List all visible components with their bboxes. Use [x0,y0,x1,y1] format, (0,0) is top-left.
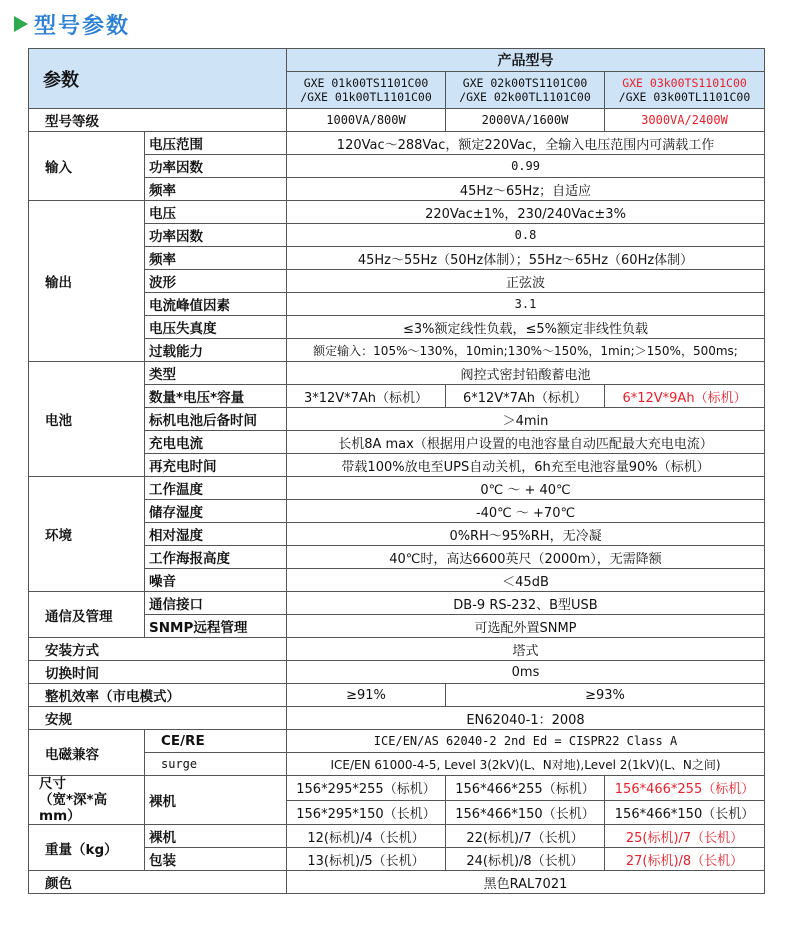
cell-value: ≥91% [287,684,446,707]
cell-value: 0.99 [287,155,765,178]
sub-label: 裸机 [145,825,287,848]
sub-label: 工作海报高度 [145,546,287,569]
safety-row [29,707,765,730]
output-label: 输出 [29,201,145,362]
sub-label: 通信接口 [145,592,287,615]
sub-label: 数量*电压*容量 [145,385,287,408]
cell-value: 156*466*255（标机） [446,776,605,801]
cell-value: 40℃时，高达6600英尺（2000m），无需降额 [287,546,765,569]
cell-value: 156*466*255（标机） [605,776,765,801]
cell-value: ＞4min [287,408,765,431]
cell-value: 额定输入：105%～130%，10min;130%～150%，1min;＞150%，500ms; [287,339,765,362]
cell-value: 塔式 [287,638,765,661]
cell-value: DB-9 RS-232、B型USB [287,592,765,615]
dimension-label: 尺寸 （宽*深*高mm） [29,776,145,825]
cell-value: 22(标机)/7（长机） [446,825,605,848]
cell-value: 6*12V*9Ah（标机） [605,385,765,408]
sub-label: 电流峰值因素 [145,293,287,316]
battery-row [29,362,765,385]
sub-label: SNMP远程管理 [145,615,287,638]
cell-value: 156*466*150（长机） [446,800,605,825]
cell-value: 可选配外置SNMP [287,615,765,638]
color-label: 颜色 [29,871,287,894]
input-row [29,132,765,155]
cell-value: 25(标机)/7（长机） [605,825,765,848]
cell-value: 45Hz～55Hz（50Hz体制）；55Hz～65Hz（60Hz体制） [287,247,765,270]
cell-value: ICE/EN 61000-4-5, Level 3(2kV)(L、N对地),Level 2(1kV)(L、N之间) [287,753,765,776]
cell-value: 156*466*150（长机） [605,800,765,825]
efficiency-label: 整机效率（市电模式） [29,684,287,707]
sub-label: 功率因数 [145,224,287,247]
sub-label: 过载能力 [145,339,287,362]
cell-value: 带载100%放电至UPS自动关机，6h充至电池容量90%（标机） [287,454,765,477]
model-1: GXE 01k00TS1101C00 /GXE 01k00TL1101C00 [287,72,446,109]
sub-label: 裸机 [145,776,287,825]
sub-label: 电压失真度 [145,316,287,339]
rating-value: 1000VA/800W [287,109,446,132]
sub-label: 标机电池后备时间 [145,408,287,431]
emc-label: 电磁兼容 [29,730,145,776]
cell-value: 24(标机)/8（长机） [446,848,605,871]
cell-value: 13(标机)/5（长机） [287,848,446,871]
cell-value: 156*295*255（标机） [287,776,446,801]
cell-value: -40℃ ～ +70℃ [287,500,765,523]
sub-label: 包装 [145,848,287,871]
sub-label: 频率 [145,247,287,270]
emc-row [29,730,765,753]
cell-value: 3.1 [287,293,765,316]
sub-label: 再充电时间 [145,454,287,477]
section-header [14,8,130,40]
cell-value: 正弦波 [287,270,765,293]
cell-value: ＜45dB [287,569,765,592]
comm-row [29,592,765,615]
cell-value: 黑色RAL7021 [287,871,765,894]
spec-table [28,48,765,894]
sub-label: 类型 [145,362,287,385]
sub-label: 噪音 [145,569,287,592]
sub-label: 频率 [145,178,287,201]
sub-label: 电压范围 [145,132,287,155]
sub-label: CE/RE [145,730,287,753]
comm-label: 通信及管理 [29,592,145,638]
transfer-label: 切换时间 [29,661,287,684]
model-2: GXE 02k00TS1101C00 /GXE 02k00TL1101C00 [446,72,605,109]
install-row [29,638,765,661]
cell-value: 阀控式密封铅酸蓄电池 [287,362,765,385]
cell-value: 6*12V*7Ah（标机） [446,385,605,408]
cell-value: 0℃ ～ + 40℃ [287,477,765,500]
sub-label: surge [145,753,287,776]
cell-value: 12(标机)/4（长机） [287,825,446,848]
environment-label: 环境 [29,477,145,592]
environment-row [29,477,765,500]
sub-label: 充电电流 [145,431,287,454]
output-row [29,201,765,224]
cell-value: 3*12V*7Ah（标机） [287,385,446,408]
cell-value: 0.8 [287,224,765,247]
input-label: 输入 [29,132,145,201]
sub-label: 储存湿度 [145,500,287,523]
cell-value: 长机8A max（根据用户设置的电池容量自动匹配最大充电电流） [287,431,765,454]
model-3: GXE 03k00TS1101C00 /GXE 03k00TL1101C00 [605,72,765,109]
cell-value: 45Hz～65Hz；自适应 [287,178,765,201]
sub-label: 相对湿度 [145,523,287,546]
product-header: 产品型号 [287,49,765,72]
transfer-row [29,661,765,684]
battery-label: 电池 [29,362,145,477]
rating-value: 2000VA/1600W [446,109,605,132]
install-label: 安装方式 [29,638,287,661]
cell-value: ICE/EN/AS 62040-2 2nd Ed = CISPR22 Class A [287,730,765,753]
arrow-icon [14,16,28,32]
cell-value: 0%RH～95%RH，无冷凝 [287,523,765,546]
cell-value: 0ms [287,661,765,684]
cell-value: 220Vac±1%，230/240Vac±3% [287,201,765,224]
rating-label: 型号等级 [29,109,287,132]
safety-label: 安规 [29,707,287,730]
cell-value: ≥93% [446,684,765,707]
cell-value: 120Vac～288Vac，额定220Vac，全输入电压范围内可满载工作 [287,132,765,155]
dimension-row [29,776,765,801]
efficiency-row [29,684,765,707]
cell-value: 27(标机)/8（长机） [605,848,765,871]
rating-row [29,109,765,132]
sub-label: 电压 [145,201,287,224]
rating-value: 3000VA/2400W [605,109,765,132]
cell-value: 156*295*150（长机） [287,800,446,825]
table-header-row [29,49,765,72]
weight-label: 重量（kg） [29,825,145,871]
page-title: 型号参数 [34,13,131,39]
sub-label: 工作温度 [145,477,287,500]
cell-value: ≤3%额定线性负载，≤5%额定非线性负载 [287,316,765,339]
color-row [29,871,765,894]
param-header: 参数 [29,49,287,109]
sub-label: 波形 [145,270,287,293]
weight-row [29,825,765,848]
cell-value: EN62040-1：2008 [287,707,765,730]
sub-label: 功率因数 [145,155,287,178]
